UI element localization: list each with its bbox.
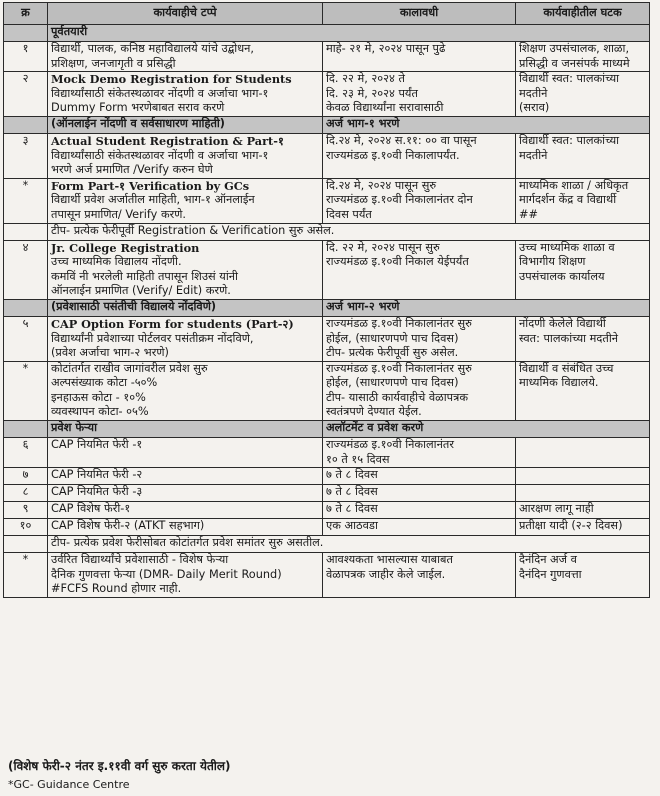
- table-row: * Form Part-१ Verification by GCs विद्यार्थी प्रवेश अर्जातील माहिती, भाग-१ ऑनलाईन तपासून प्रमाणित/ Verify करणे. दि.२४ मे, २०२४ पासून सुरु राज्यमंडळ इ.१०वी निकालानंतर दोन दिवस पर्यंत माध्यमिक शाळा / अधिकृत मार्गदर्शन केंद्र व विद्यार्थी ##: [4, 178, 650, 223]
- table-row: * उर्वरित विद्यार्थ्यांचे प्रवेशासाठी - विशेष फेऱ्या दैनिक गुणवत्ता फेऱ्या (DMR- Daily Merit Round) #FCFS Round होणार नाही. आवश्यकता भासल्यास याबाबत वेळापत्रक जाहीर केले जाईल. दैनंदिन अर्ज व दैनंदिन गुणवत्ता: [4, 553, 650, 598]
- header-num: क्र: [4, 3, 48, 25]
- note-row: टीप- प्रत्येक प्रवेश फेरीसोबत कोटांतर्गत प्रवेश समांतर सुरु असतील.: [4, 536, 650, 553]
- table-row: २ Mock Demo Registration for Students विद्यार्थ्यांसाठी संकेतस्थळावर नोंदणी व अर्जाचा भाग-१ Dummy Form भरणेबाबत सराव करणे दि. २२ मे, २०२४ ते दि. २३ मे, २०२४ पर्यंत केवळ विद्यार्थ्यांना सरावासाठी विद्यार्थी स्वत: पालकांच्या मदतीने (सराव): [4, 72, 650, 117]
- table-row: ७ CAP नियमित फेरी -२ ७ ते ८ दिवस: [4, 468, 650, 485]
- footer-abbreviation: *GC- Guidance Centre: [8, 778, 130, 791]
- section-preparation: [4, 25, 650, 42]
- header-component: कार्यवाहीतील घटक: [516, 3, 650, 25]
- header-stage: कार्यवाहीचे टप्पे: [48, 3, 323, 25]
- header-period: कालावधी: [323, 3, 516, 25]
- section-admission-rounds: प्रवेश फेऱ्या अलॉटमेंट व प्रवेश करणे: [4, 421, 650, 438]
- table-row: १० CAP विशेष फेरी-२ (ATKT सहभाग) एक आठवडा प्रतीक्षा यादी (२-२ दिवस): [4, 519, 650, 536]
- schedule-table: [3, 2, 650, 598]
- note-row: टीप- प्रत्येक फेरीपूर्वी Registration & Verification सुरु असेल.: [4, 223, 650, 240]
- footer-note: (विशेष फेरी-२ नंतर इ.११वी वर्ग सुरु करता येतील): [8, 759, 231, 773]
- table-row: ९ CAP विशेष फेरी-१ ७ ते ८ दिवस आरक्षण लागू नाही: [4, 502, 650, 519]
- section-preferences: (प्रवेशासाठी पसंतीची विद्यालये नोंदविणे) अर्ज भाग-२ भरणे: [4, 299, 650, 316]
- table-row: * कोटांतर्गत राखीव जागांवरील प्रवेश सुरु अल्पसंख्याक कोटा -५०% इनहाऊस कोटा - १०% व्यवस्थापन कोटा- ०५% राज्यमंडळ इ.१०वी निकालानंतर सुरु होईल, (साधारणपणे पाच दिवस) टीप- यासाठी कार्यवाहीचे वेळापत्रक स्वतंत्रपणे देण्यात येईल. विद्यार्थी व संबंधित उच्च माध्यमिक विद्यालये.: [4, 361, 650, 420]
- table-row: ३ Actual Student Registration & Part-१ विद्यार्थ्यांसाठी संकेतस्थळावर नोंदणी व अर्जाचा भाग-१ भरणे अर्ज प्रमाणित /Verify करुन घेणे दि.२४ मे, २०२४ स.११: ०० वा पासून राज्यमंडळ इ.१०वी निकालापर्यंत. विद्यार्थी स्वत: पालकांच्या मदतीने: [4, 133, 650, 178]
- table-row: १ विद्यार्थी, पालक, कनिष्ठ महाविद्यालये यांचे उद्बोधन, प्रशिक्षण, जनजागृती व प्रसिद्धी माहे- २१ मे, २०२४ पासून पुढे शिक्षण उपसंचालक, शाळा, प्रसिद्धी व जनसंपर्क माध्यमे: [4, 42, 650, 72]
- table-row: ६ CAP नियमित फेरी -१ राज्यमंडळ इ.१०वी निकालानंतर १० ते १५ दिवस: [4, 438, 650, 468]
- table-row: ४ Jr. College Registration उच्च माध्यमिक विद्यालय नोंदणी. कमविं नी भरलेली माहिती तपासून शिउसं यांनी ऑनलाईन प्रमाणित (Verify/ Edit) करणे. दि. २२ मे, २०२४ पासून सुरु राज्यमंडळ इ.१०वी निकाल येईपर्यंत उच्च माध्यमिक शाळा व विभागीय शिक्षण उपसंचालक कार्यालय: [4, 240, 650, 299]
- section-label: पूर्वतयारी: [48, 25, 650, 42]
- table-row: ५ CAP Option Form for students (Part-२) विद्यार्थ्यांनी प्रवेशाच्या पोर्टलवर पसंतीक्रम नोंदविणे, (प्रवेश अर्जाचा भाग-२ भरणे) राज्यमंडळ इ.१०वी निकालानंतर सुरु होईल, (साधारणपणे पाच दिवस) टीप- प्रत्येक फेरीपूर्वी सुरु असेल. नोंदणी केलेले विद्यार्थी स्वत: पालकांच्या मदतीने: [4, 316, 650, 361]
- table-row: ८ CAP नियमित फेरी -३ ७ ते ८ दिवस: [4, 485, 650, 502]
- section-online-registration: (ऑनलाईन नोंदणी व सर्वसाधारण माहिती) अर्ज भाग-१ भरणे: [4, 116, 650, 133]
- header-row: [4, 3, 650, 25]
